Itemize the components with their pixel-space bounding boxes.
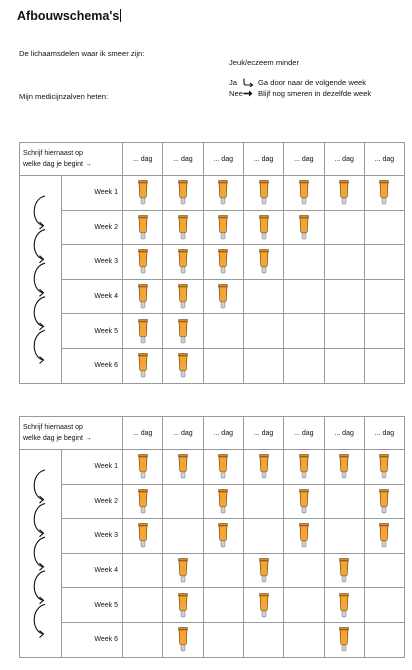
application-cell-filled — [203, 176, 243, 211]
application-cell-filled — [163, 588, 203, 623]
application-cell-empty — [243, 279, 283, 314]
application-cell-empty — [324, 279, 364, 314]
ointment-tube-icon — [138, 523, 148, 548]
week-row — [20, 450, 405, 485]
application-cell-empty — [203, 588, 243, 623]
application-cell-empty — [324, 314, 364, 349]
application-cell-filled — [284, 176, 324, 211]
day-field[interactable]: ... dag — [284, 417, 324, 450]
ointment-tube-icon — [259, 180, 269, 205]
schedule-table — [19, 142, 405, 384]
legend-no-text: Blijf nog smeren in dezelfde week — [258, 89, 372, 98]
flow-arrow-column — [20, 450, 62, 658]
application-cell-empty — [364, 348, 404, 383]
ointment-tube-icon — [178, 319, 188, 344]
week-row — [20, 622, 405, 657]
day-field[interactable]: ... dag — [203, 143, 243, 176]
application-cell-filled — [123, 450, 163, 485]
ointment-tube-icon — [339, 558, 349, 583]
ointment-tube-icon — [178, 558, 188, 583]
application-cell-filled — [163, 348, 203, 383]
day-field[interactable]: ... dag — [123, 417, 163, 450]
application-cell-empty — [364, 588, 404, 623]
ointment-tube-icon — [339, 593, 349, 618]
application-cell-empty — [123, 622, 163, 657]
application-cell-empty — [243, 622, 283, 657]
application-cell-filled — [203, 484, 243, 519]
application-cell-filled — [284, 484, 324, 519]
application-cell-filled — [163, 314, 203, 349]
application-cell-filled — [203, 450, 243, 485]
week-label: Week 1 — [62, 450, 123, 485]
application-cell-empty — [364, 210, 404, 245]
application-cell-filled — [324, 622, 364, 657]
ointment-tube-icon — [138, 319, 148, 344]
ointment-tube-icon — [259, 454, 269, 479]
application-cell-filled — [243, 210, 283, 245]
ointment-tube-icon — [178, 180, 188, 205]
application-cell-empty — [163, 484, 203, 519]
application-cell-filled — [284, 210, 324, 245]
ointment-tube-icon — [218, 180, 228, 205]
application-cell-filled — [364, 176, 404, 211]
application-cell-filled — [243, 176, 283, 211]
ointment-tube-icon — [138, 284, 148, 309]
schedule-header-row — [20, 143, 405, 176]
week-label: Week 3 — [62, 245, 123, 280]
application-cell-empty — [364, 314, 404, 349]
schedule-table — [19, 416, 405, 658]
week-row — [20, 553, 405, 588]
application-cell-filled — [324, 588, 364, 623]
ointment-tube-icon — [178, 353, 188, 378]
curved-arrow-icon — [34, 504, 45, 534]
application-cell-filled — [324, 450, 364, 485]
application-cell-filled — [243, 588, 283, 623]
flow-arrow-column — [20, 176, 62, 384]
week-row — [20, 348, 405, 383]
application-cell-filled — [123, 176, 163, 211]
application-cell-empty — [284, 279, 324, 314]
day-field[interactable]: ... dag — [324, 143, 364, 176]
application-cell-filled — [284, 519, 324, 554]
ointment-tube-icon — [259, 215, 269, 240]
ointment-tube-icon — [218, 284, 228, 309]
week-label: Week 3 — [62, 519, 123, 554]
week-row — [20, 176, 405, 211]
day-field[interactable]: ... dag — [324, 417, 364, 450]
application-cell-empty — [203, 553, 243, 588]
application-cell-filled — [203, 519, 243, 554]
ointment-tube-icon — [379, 523, 389, 548]
application-cell-filled — [123, 210, 163, 245]
curved-arrow-icon — [34, 537, 45, 567]
ointment-tube-icon — [339, 454, 349, 479]
page-title[interactable]: Afbouwschema's — [17, 9, 120, 23]
week-flow-arrows — [29, 450, 53, 652]
ointment-tube-icon — [218, 454, 228, 479]
application-cell-empty — [243, 348, 283, 383]
day-field[interactable]: ... dag — [123, 143, 163, 176]
application-cell-empty — [243, 519, 283, 554]
ointment-tube-icon — [178, 215, 188, 240]
body-parts-label: De lichaamsdelen waar ik smeer zijn: — [19, 49, 145, 58]
medicine-label: Mijn medicijnzalven heten: — [19, 92, 109, 101]
ointment-tube-icon — [218, 489, 228, 514]
application-cell-empty — [364, 553, 404, 588]
curved-arrow-icon — [34, 571, 45, 601]
right-arrow-icon — [243, 89, 254, 98]
application-cell-empty — [284, 348, 324, 383]
application-cell-filled — [123, 519, 163, 554]
application-cell-filled — [203, 210, 243, 245]
ointment-tube-icon — [138, 454, 148, 479]
application-cell-filled — [163, 553, 203, 588]
day-field[interactable]: ... dag — [243, 143, 283, 176]
curved-arrow-icon — [34, 230, 45, 260]
instruction-line: Schrijf hiernaast op — [23, 424, 83, 431]
application-cell-empty — [123, 553, 163, 588]
application-cell-empty — [284, 314, 324, 349]
day-field[interactable]: ... dag — [163, 417, 203, 450]
curved-arrow-icon — [34, 263, 45, 293]
application-cell-filled — [364, 450, 404, 485]
application-cell-filled — [243, 245, 283, 280]
ointment-tube-icon — [299, 215, 309, 240]
application-cell-filled — [324, 176, 364, 211]
application-cell-filled — [163, 245, 203, 280]
application-cell-empty — [324, 484, 364, 519]
ointment-tube-icon — [138, 249, 148, 274]
ointment-tube-icon — [299, 523, 309, 548]
text-cursor — [120, 9, 121, 22]
application-cell-empty — [364, 245, 404, 280]
application-cell-filled — [284, 450, 324, 485]
curved-arrow-icon — [34, 297, 45, 327]
ointment-tube-icon — [178, 593, 188, 618]
week-row — [20, 519, 405, 554]
ointment-tube-icon — [218, 523, 228, 548]
application-cell-filled — [364, 484, 404, 519]
ointment-tube-icon — [138, 353, 148, 378]
week-label: Week 6 — [62, 348, 123, 383]
day-field[interactable]: ... dag — [364, 143, 404, 176]
day-field[interactable]: ... dag — [284, 143, 324, 176]
application-cell-empty — [364, 622, 404, 657]
application-cell-empty — [284, 622, 324, 657]
application-cell-filled — [123, 348, 163, 383]
ointment-tube-icon — [138, 489, 148, 514]
application-cell-empty — [203, 314, 243, 349]
week-row — [20, 210, 405, 245]
application-cell-empty — [203, 622, 243, 657]
legend-yes — [229, 78, 366, 87]
week-row — [20, 484, 405, 519]
legend-no — [229, 89, 371, 98]
ointment-tube-icon — [379, 180, 389, 205]
instruction-line: Schrijf hiernaast op — [23, 150, 83, 157]
application-cell-filled — [163, 176, 203, 211]
ointment-tube-icon — [379, 489, 389, 514]
ointment-tube-icon — [178, 249, 188, 274]
application-cell-filled — [123, 484, 163, 519]
application-cell-filled — [123, 314, 163, 349]
instruction-line: welke dag je begint → — [23, 435, 92, 442]
week-label: Week 1 — [62, 176, 123, 211]
day-field[interactable]: ... dag — [163, 143, 203, 176]
ointment-tube-icon — [299, 489, 309, 514]
week-row — [20, 245, 405, 280]
application-cell-filled — [163, 279, 203, 314]
week-row — [20, 588, 405, 623]
day-field[interactable]: ... dag — [243, 417, 283, 450]
ointment-tube-icon — [299, 180, 309, 205]
legend-yes-text: Ga door naar de volgende week — [258, 78, 367, 87]
ointment-tube-icon — [178, 627, 188, 652]
day-field[interactable]: ... dag — [203, 417, 243, 450]
application-cell-empty — [243, 314, 283, 349]
application-cell-empty — [123, 588, 163, 623]
ointment-tube-icon — [218, 249, 228, 274]
curved-arrow-icon — [243, 78, 254, 87]
application-cell-empty — [324, 210, 364, 245]
ointment-tube-icon — [259, 558, 269, 583]
week-label: Week 2 — [62, 484, 123, 519]
application-cell-filled — [243, 553, 283, 588]
week-row — [20, 279, 405, 314]
legend-no-key: Nee — [229, 89, 243, 98]
week-flow-arrows — [29, 176, 53, 378]
application-cell-filled — [163, 450, 203, 485]
instruction-line: welke dag je begint → — [23, 161, 92, 168]
application-cell-empty — [284, 553, 324, 588]
ointment-tube-icon — [218, 215, 228, 240]
ointment-tube-icon — [138, 180, 148, 205]
application-cell-filled — [123, 245, 163, 280]
application-cell-filled — [364, 519, 404, 554]
ointment-tube-icon — [259, 249, 269, 274]
week-label: Week 5 — [62, 314, 123, 349]
start-day-instruction — [20, 143, 123, 176]
start-day-instruction — [20, 417, 123, 450]
ointment-tube-icon — [259, 593, 269, 618]
application-cell-filled — [243, 450, 283, 485]
day-field[interactable]: ... dag — [364, 417, 404, 450]
application-cell-filled — [324, 553, 364, 588]
ointment-tube-icon — [379, 454, 389, 479]
application-cell-empty — [284, 588, 324, 623]
application-cell-empty — [243, 484, 283, 519]
application-cell-empty — [203, 348, 243, 383]
week-label: Week 6 — [62, 622, 123, 657]
curved-arrow-icon — [34, 330, 45, 360]
curved-arrow-icon — [34, 470, 45, 500]
application-cell-empty — [364, 279, 404, 314]
curved-arrow-icon — [34, 196, 45, 226]
week-label: Week 4 — [62, 279, 123, 314]
application-cell-empty — [163, 519, 203, 554]
schedule-header-row — [20, 417, 405, 450]
application-cell-filled — [163, 622, 203, 657]
week-row — [20, 314, 405, 349]
ointment-tube-icon — [138, 215, 148, 240]
ointment-tube-icon — [178, 454, 188, 479]
week-label: Week 5 — [62, 588, 123, 623]
week-label: Week 4 — [62, 553, 123, 588]
application-cell-empty — [324, 348, 364, 383]
application-cell-empty — [324, 245, 364, 280]
legend-yes-key: Ja — [229, 78, 238, 87]
curved-arrow-icon — [34, 604, 45, 634]
ointment-tube-icon — [299, 454, 309, 479]
application-cell-filled — [123, 279, 163, 314]
ointment-tube-icon — [339, 180, 349, 205]
ointment-tube-icon — [339, 627, 349, 652]
week-label: Week 2 — [62, 210, 123, 245]
application-cell-filled — [163, 210, 203, 245]
ointment-tube-icon — [178, 284, 188, 309]
application-cell-empty — [324, 519, 364, 554]
application-cell-filled — [203, 279, 243, 314]
application-cell-filled — [203, 245, 243, 280]
application-cell-empty — [284, 245, 324, 280]
legend-heading: Jeuk/eczeem minder — [229, 58, 300, 67]
